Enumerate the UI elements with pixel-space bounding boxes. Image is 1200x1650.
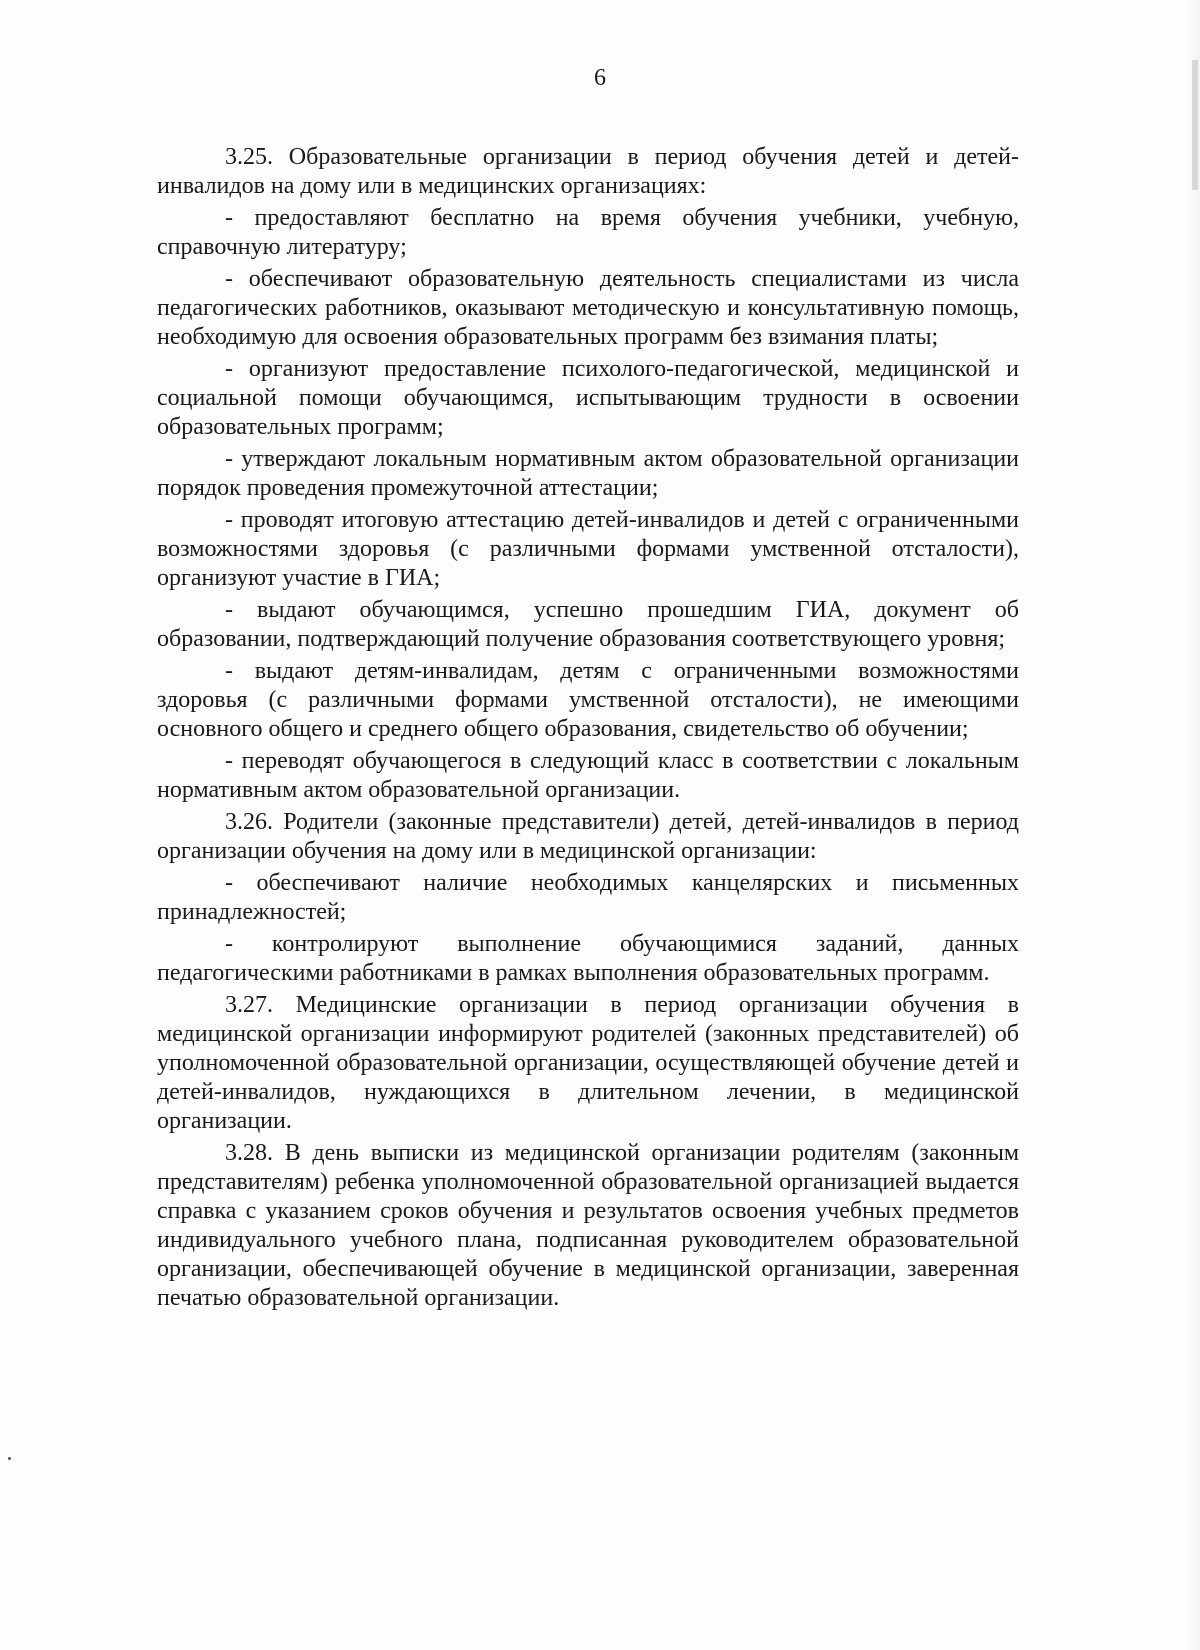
paragraph-3-28: 3.28. В день выписки из медицинской организации родителям (законным представителям) ребенка уполномоченной образовательной организацией выдается справка с указанием сроков обучения и результатов освоения учебных предметов индивидуального учебного плана, подписанная руководителем образовательной организации, обеспечивающей обучение в медицинской организации, заверенная печатью образовательной организации. <box>157 1140 1019 1311</box>
page-number: 6 <box>594 65 606 91</box>
list-item-textbooks: - предоставляют бесплатно на время обучения учебники, учебную, справочную литературу; <box>157 205 1019 260</box>
list-item-control: - контролируют выполнение обучающимися заданий, данных педагогическими работниками в рамках выполнения образовательных программ. <box>157 931 1019 986</box>
list-item-final-attestation: - проводят итоговую аттестацию детей-инвалидов и детей с ограниченными возможностями здоровья (с различными формами умственной отсталости), организуют участие в ГИА; <box>157 507 1019 591</box>
scan-edge-mark <box>1192 60 1198 190</box>
list-item-class-transfer: - переводят обучающегося в следующий класс в соответствии с локальным нормативным актом образовательной организации. <box>157 748 1019 803</box>
scan-edge-shadow <box>1186 0 1200 1650</box>
list-item-teaching-staff: - обеспечивают образовательную деятельность специалистами из числа педагогических работников, оказывают методическую и консультативную помощь, необходимую для освоения образовательных программ без взимания платы; <box>157 266 1019 350</box>
list-item-intermediate-attestation: - утверждают локальным нормативным актом образовательной организации порядок проведения промежуточной аттестации; <box>157 446 1019 501</box>
scan-speck <box>8 1457 11 1460</box>
list-item-assistance: - организуют предоставление психолого-педагогической, медицинской и социальной помощи обучающимся, испытывающим трудности в освоении образовательных программ; <box>157 356 1019 440</box>
document-body <box>157 143 1019 1313</box>
paragraph-3-27: 3.27. Медицинские организации в период организации обучения в медицинской организации информируют родителей (законных представителей) об уполномоченной образовательной организации, осуществляющей обучение детей и детей-инвалидов, нуждающихся в длительном лечении, в медицинской организации. <box>157 992 1019 1134</box>
list-item-education-document: - выдают обучающимся, успешно прошедшим ГИА, документ об образовании, подтверждающий получение образования соответствующего уровня; <box>157 597 1019 652</box>
paragraph-3-25: 3.25. Образовательные организации в период обучения детей и детей-инвалидов на дому или в медицинских организациях: <box>157 144 1019 199</box>
list-item-stationery: - обеспечивают наличие необходимых канцелярских и письменных принадлежностей; <box>157 870 1019 925</box>
list-item-training-certificate: - выдают детям-инвалидам, детям с ограниченными возможностями здоровья (с различными формами умственной отсталости), не имеющими основного общего и среднего общего образования, свидетельство об обучении; <box>157 658 1019 742</box>
paragraph-3-26: 3.26. Родители (законные представители) детей, детей-инвалидов в период организации обучения на дому или в медицинской организации: <box>157 809 1019 864</box>
